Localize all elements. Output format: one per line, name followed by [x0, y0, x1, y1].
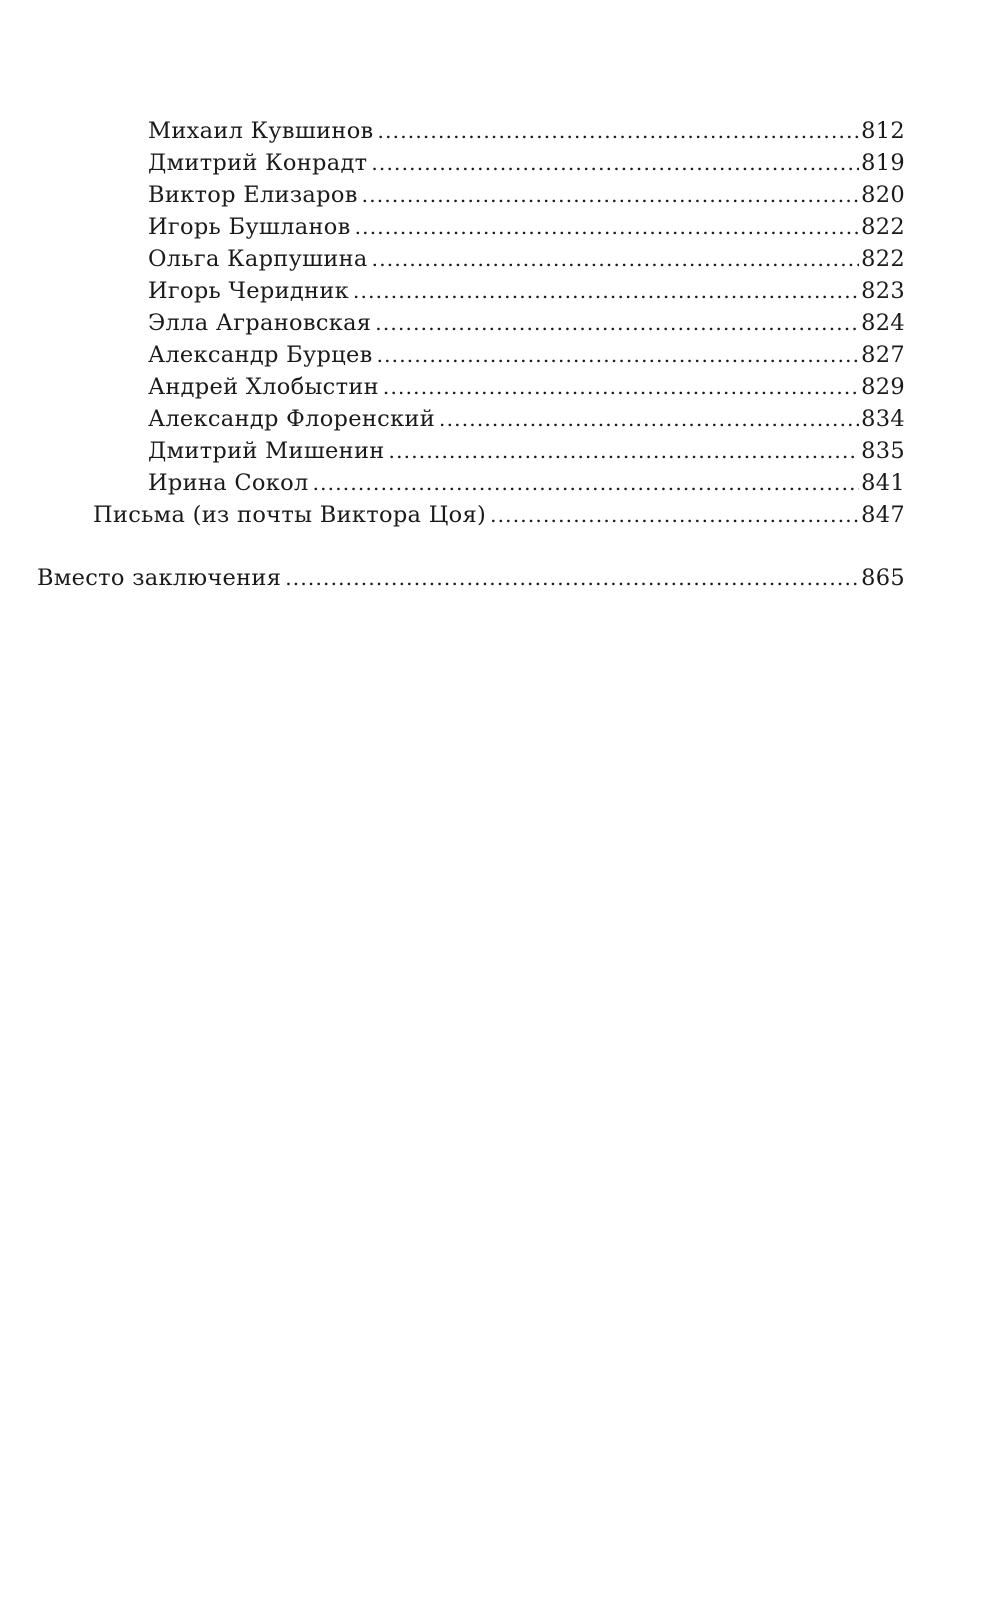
toc-entry	[148, 148, 905, 178]
toc-entry	[148, 212, 905, 242]
dot-leader	[370, 244, 860, 274]
toc-entry-title: Элла Аграновская	[148, 310, 372, 336]
toc-entry-title: Игорь Черидник	[148, 278, 349, 304]
toc-entry-title: Александр Флоренский	[148, 406, 436, 432]
dot-leader	[353, 212, 860, 242]
toc-entry-title: Ирина Сокол	[148, 470, 309, 496]
dot-leader	[373, 308, 859, 338]
dot-leader	[381, 372, 859, 402]
toc-entry	[148, 308, 905, 338]
toc-entry	[148, 180, 905, 210]
dot-leader	[376, 116, 860, 146]
dot-leader	[311, 468, 860, 498]
toc-entry-page: 834	[861, 406, 905, 432]
toc-entry-title: Андрей Хлобыстин	[148, 374, 379, 400]
toc-entry-page: 835	[861, 438, 905, 464]
toc-entry-page: 824	[861, 310, 905, 336]
toc-entry	[148, 468, 905, 498]
toc-entry-title: Письма (из почты Виктора Цоя)	[93, 502, 487, 528]
toc-entry-page: 847	[861, 502, 905, 528]
toc-entry-page: 827	[861, 342, 905, 368]
toc-entry-title: Ольга Карпушина	[148, 246, 368, 272]
toc-entry-page: 822	[861, 214, 905, 240]
dot-leader	[360, 180, 859, 210]
toc-entry-title: Вместо заключения	[37, 565, 282, 591]
toc-entry-page: 829	[861, 374, 905, 400]
dot-leader	[387, 436, 860, 466]
toc-entry	[148, 276, 905, 306]
toc-entry-page: 823	[861, 278, 905, 304]
toc-entry	[148, 404, 905, 434]
toc-entry	[148, 436, 905, 466]
toc-entry-page: 841	[861, 470, 905, 496]
dot-leader	[351, 276, 859, 306]
toc-entry-title: Виктор Елизаров	[148, 182, 358, 208]
toc-entry-page: 819	[861, 150, 905, 176]
toc-entry	[148, 340, 905, 370]
toc-entry-title: Михаил Кувшинов	[148, 118, 374, 144]
toc-entry	[148, 372, 905, 402]
toc-entry-page: 812	[861, 118, 905, 144]
toc-entry	[148, 116, 905, 146]
toc-entry-page: 822	[861, 246, 905, 272]
dot-leader	[488, 500, 859, 530]
dot-leader	[369, 148, 859, 178]
toc-entry	[148, 244, 905, 274]
toc-entry-title: Дмитрий Конрадт	[148, 150, 368, 176]
toc-entry-title: Александр Бурцев	[148, 342, 373, 368]
dot-leader	[437, 404, 859, 434]
toc-entry-page: 865	[861, 565, 905, 591]
toc-entry-title: Игорь Бушланов	[148, 214, 351, 240]
dot-leader	[375, 340, 860, 370]
toc-entry-title: Дмитрий Мишенин	[148, 438, 385, 464]
toc-chapter-entry	[37, 563, 905, 593]
toc-section-entry	[93, 500, 905, 530]
toc-entry-page: 820	[861, 182, 905, 208]
dot-leader	[283, 563, 859, 593]
